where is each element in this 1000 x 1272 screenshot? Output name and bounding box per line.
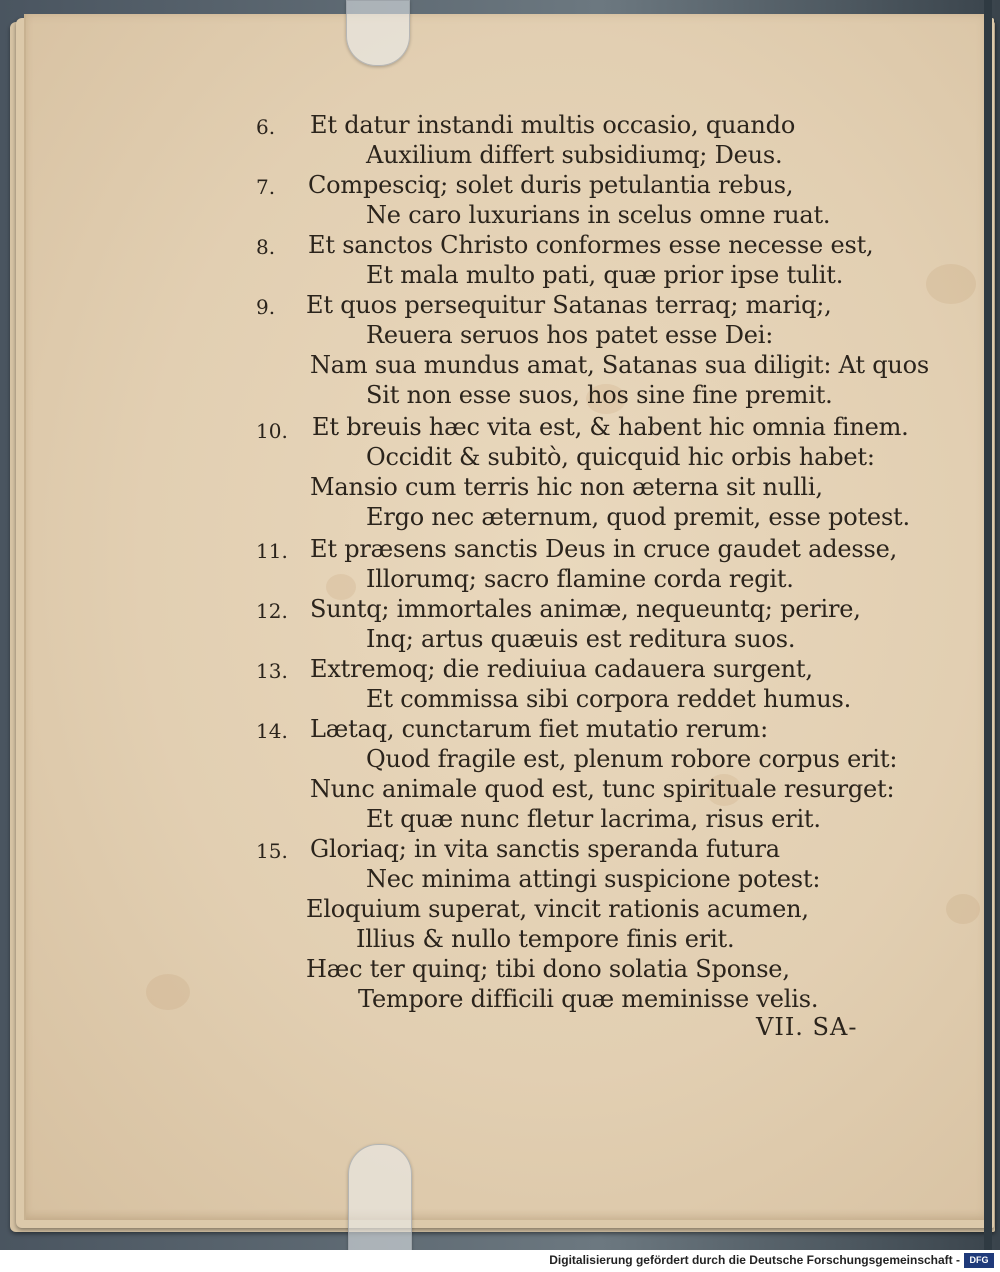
verse-line: Et breuis hæc vita est, & habent hic omnia finem. xyxy=(312,413,909,441)
verse-number: 9. xyxy=(256,295,276,319)
verse-line: Lætaq, cunctarum fiet mutatio rerum: xyxy=(310,715,768,743)
verse-line: Gloriaq; in vita sanctis speranda futura xyxy=(310,835,780,863)
verse-line: Occidit & subitò, quicquid hic orbis habet: xyxy=(366,443,875,471)
verse-line: Nam sua mundus amat, Satanas sua diligit: At quos xyxy=(310,351,930,379)
verse-line: Suntq; immortales animæ, nequeuntq; perire, xyxy=(310,595,861,623)
verse-line: Inq; artus quæuis est reditura suos. xyxy=(366,625,796,653)
verse-line: Tempore difficili quæ meminisse velis. xyxy=(358,985,819,1013)
verse-line: Hæc ter quinq; tibi dono solatia Sponse, xyxy=(306,955,790,983)
digitization-footer xyxy=(0,1250,1000,1272)
verse-line: Et quos persequitur Satanas terraq; mariq;, xyxy=(306,291,832,319)
verse-line: Mansio cum terris hic non æterna sit nulli, xyxy=(310,473,823,501)
verse-line: Nec minima attingi suspicione potest: xyxy=(366,865,821,893)
verse-line: Et mala multo pati, quæ prior ipse tulit. xyxy=(366,261,844,289)
verse-line: Et sanctos Christo conformes esse necesse est, xyxy=(308,231,874,259)
verse-line: Nunc animale quod est, tunc spirituale resurget: xyxy=(310,775,895,803)
verse-line: Extremoq; die rediuiua cadauera surgent, xyxy=(310,655,813,683)
verse-number: 15. xyxy=(256,839,288,863)
verse-number: 14. xyxy=(256,719,288,743)
verse-line: Illius & nullo tempore finis erit. xyxy=(356,925,735,953)
verse-number: 8. xyxy=(256,235,276,259)
verse-number: 6. xyxy=(256,115,276,139)
verse-line: Ergo nec æternum, quod premit, esse potest. xyxy=(366,503,910,531)
funding-notice: Digitalisierung gefördert durch die Deutsche Forschungsgemeinschaft - xyxy=(549,1253,960,1267)
verse-line: Ne caro luxurians in scelus omne ruat. xyxy=(366,201,831,229)
verse-line: Quod fragile est, plenum robore corpus erit: xyxy=(366,745,898,773)
dfg-logo: DFG xyxy=(964,1253,994,1268)
verse-number: 10. xyxy=(256,419,288,443)
verse-line: Compesciq; solet duris petulantia rebus, xyxy=(308,171,794,199)
verse-line: Reuera seruos hos patet esse Dei: xyxy=(366,321,774,349)
verse-number: 13. xyxy=(256,659,288,683)
verse-number: 11. xyxy=(256,539,288,563)
verse-line: Et quæ nunc fletur lacrima, risus erit. xyxy=(366,805,821,833)
catchword: VII. SA- xyxy=(756,1013,858,1041)
verse-line: Et commissa sibi corpora reddet humus. xyxy=(366,685,852,713)
verse-line: Eloquium superat, vincit rationis acumen, xyxy=(306,895,809,923)
verse-line: Illorumq; sacro flamine corda regit. xyxy=(366,565,794,593)
page-clip-bottom xyxy=(348,1144,412,1250)
page-clip-top xyxy=(346,0,410,66)
verse-line: Et datur instandi multis occasio, quando xyxy=(310,111,796,139)
verse-number: 7. xyxy=(256,175,276,199)
verse-line: Et præsens sanctis Deus in cruce gaudet adesse, xyxy=(310,535,898,563)
verse-line: Auxilium differt subsidiumq; Deus. xyxy=(366,141,783,169)
verse-line: Sit non esse suos, hos sine fine premit. xyxy=(366,381,833,409)
verse-number: 12. xyxy=(256,599,288,623)
